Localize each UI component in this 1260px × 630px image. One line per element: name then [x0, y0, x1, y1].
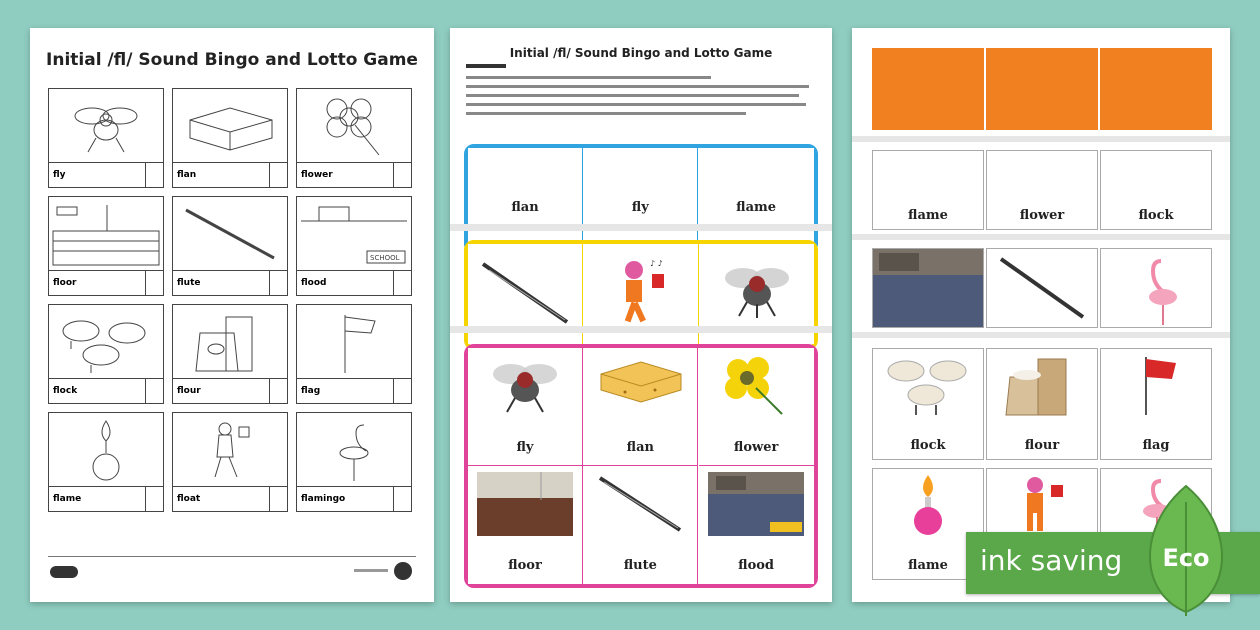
picture-card-flower — [296, 88, 412, 188]
card-label: flame — [908, 558, 948, 573]
svg-text:SCHOOL: SCHOOL — [370, 254, 400, 262]
card-label: fly — [49, 162, 163, 187]
card-label: flamingo — [297, 486, 411, 511]
answer-box — [393, 271, 411, 295]
flute-icon — [173, 197, 287, 271]
lotto-card — [986, 248, 1098, 328]
flower-icon — [297, 89, 411, 163]
bingo-board-yellow — [464, 240, 818, 350]
answer-box — [269, 379, 287, 403]
answer-box — [269, 271, 287, 295]
card-back — [1100, 48, 1212, 130]
flood-icon — [873, 249, 983, 327]
lotto-card — [872, 248, 984, 328]
card-label: flour — [173, 378, 287, 403]
picture-card-fly — [48, 88, 164, 188]
page-fold — [852, 234, 1230, 240]
card-label: flag — [1142, 438, 1170, 453]
answer-box — [145, 163, 163, 187]
picture-card-float — [172, 412, 288, 512]
answer-box — [145, 379, 163, 403]
lotto-card — [1100, 348, 1212, 460]
float-icon — [606, 254, 676, 334]
page-title: Initial /fl/ Sound Bingo and Lotto Game — [46, 50, 418, 70]
flour-icon — [987, 353, 1097, 417]
card-label: float — [173, 486, 287, 511]
board-cell — [468, 348, 583, 466]
worksheet-page-1 — [30, 28, 434, 602]
fly-icon — [717, 256, 797, 326]
answer-box — [145, 487, 163, 511]
picture-card-flock — [48, 304, 164, 404]
lotto-card — [1100, 248, 1212, 328]
flamingo-icon — [297, 413, 411, 487]
card-label: flan — [173, 162, 287, 187]
card-label: flour — [1024, 438, 1060, 453]
flood-icon — [699, 472, 814, 536]
flan-icon — [583, 354, 697, 410]
picture-card-flag — [296, 304, 412, 404]
card-label: flower — [1019, 208, 1065, 223]
flan-icon — [173, 89, 287, 163]
cell-label: flower — [733, 440, 779, 455]
picture-card-floor — [48, 196, 164, 296]
board-cell — [468, 466, 583, 584]
flute-icon — [477, 258, 573, 328]
answer-box — [269, 487, 287, 511]
page-fold — [852, 136, 1230, 142]
card-label: flock — [1138, 208, 1174, 223]
flag-icon — [297, 305, 411, 379]
cell-label: flan — [511, 200, 539, 215]
flamingo-icon — [1101, 249, 1211, 327]
fly-icon — [468, 354, 582, 416]
card-label: floor — [49, 270, 163, 295]
lotto-card — [986, 150, 1098, 230]
cell-label: fly — [516, 440, 534, 455]
cell-label: flood — [738, 558, 775, 573]
floor-icon — [49, 197, 163, 271]
board-cell — [699, 348, 814, 466]
flour-icon — [173, 305, 287, 379]
footer-mark-icon — [394, 562, 412, 580]
card-back — [986, 48, 1098, 130]
sheep-icon — [873, 353, 983, 417]
flame-icon — [49, 413, 163, 487]
cell-label: flan — [626, 440, 654, 455]
card-label: flame — [908, 208, 948, 223]
cell-label: fly — [631, 200, 649, 215]
picture-card-flood — [296, 196, 412, 296]
floor-icon — [468, 472, 582, 536]
card-label: flock — [49, 378, 163, 403]
card-label: flag — [297, 378, 411, 403]
page-title: Initial /fl/ Sound Bingo and Lotto Game — [509, 46, 773, 60]
lotto-card — [872, 150, 984, 230]
answer-box — [393, 487, 411, 511]
flute-icon — [583, 472, 697, 536]
picture-card-flamingo — [296, 412, 412, 512]
lotto-card — [872, 348, 984, 460]
board-cell — [583, 148, 698, 250]
cell-label: floor — [508, 558, 542, 573]
footer-divider — [48, 556, 416, 557]
card-back — [872, 48, 984, 130]
flag-icon — [1101, 353, 1211, 417]
board-cell — [699, 148, 814, 250]
card-label: flame — [49, 486, 163, 511]
cell-label: flame — [736, 200, 777, 215]
float-icon — [173, 413, 287, 487]
board-cell — [468, 148, 583, 250]
card-label: flood — [297, 270, 411, 295]
picture-card-flour — [172, 304, 288, 404]
publisher-logo — [50, 566, 78, 578]
card-label: flute — [173, 270, 287, 295]
page-fold — [450, 224, 832, 231]
float-icon — [987, 473, 1097, 537]
picture-card-flan — [172, 88, 288, 188]
board-cell — [583, 348, 698, 466]
bingo-board-blue — [464, 144, 818, 254]
cell-label: flute — [623, 558, 657, 573]
lotto-card — [1100, 150, 1212, 230]
fly-icon — [49, 89, 163, 163]
answer-box — [145, 271, 163, 295]
picture-card-flute — [172, 196, 288, 296]
flood-icon — [297, 197, 411, 271]
eco-leaf-icon — [1138, 482, 1234, 622]
eco-label: Eco — [1162, 544, 1210, 572]
card-label: flower — [297, 162, 411, 187]
picture-card-flame — [48, 412, 164, 512]
sheep-icon — [49, 305, 163, 379]
worksheet-page-2 — [450, 28, 832, 602]
answer-box — [393, 163, 411, 187]
svg-text:♪ ♪: ♪ ♪ — [649, 259, 663, 268]
bingo-board-pink — [464, 344, 818, 588]
board-cell — [699, 466, 814, 584]
page-fold — [450, 326, 832, 333]
flame-icon — [873, 473, 983, 537]
flower-icon — [699, 354, 814, 418]
answer-box — [269, 163, 287, 187]
footer-text — [354, 569, 388, 572]
board-cell — [583, 466, 698, 584]
instructions-block — [466, 64, 816, 121]
answer-box — [393, 379, 411, 403]
lotto-card — [986, 348, 1098, 460]
flute-icon — [987, 249, 1097, 327]
badge-text: ink saving — [980, 544, 1123, 577]
card-label: flock — [910, 438, 946, 453]
page-fold — [852, 332, 1230, 338]
